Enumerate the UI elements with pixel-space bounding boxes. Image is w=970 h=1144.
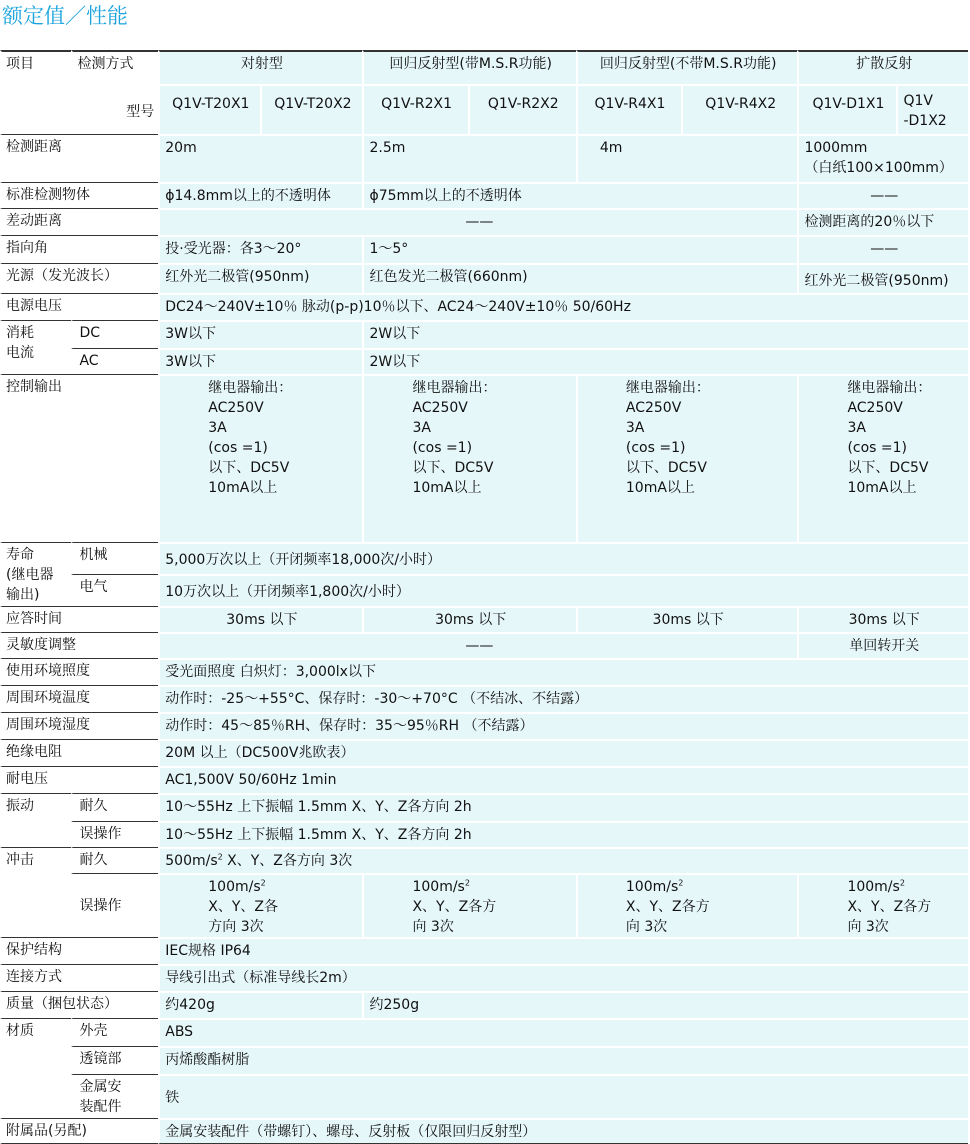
model-t20x2: Q1V-T20X2 xyxy=(260,84,362,134)
val-accessory: 金属安装配件（带螺钉）、螺母、反射板（仅限回归反射型） xyxy=(158,1118,968,1144)
val-response-r2: 30ms 以下 xyxy=(362,606,575,632)
label-vibration-mal: 误操作 xyxy=(71,821,158,847)
val-angle-t: 投·受光器：各3～20° xyxy=(158,235,362,263)
val-diff-d: 检测距离的20％以下 xyxy=(797,208,968,235)
val-illum: 受光面照度 白炽灯：3,000lx以下 xyxy=(158,658,968,685)
val-vibration-dur: 10～55Hz 上下振幅 1.5mm X、Y、Z各方向 2h xyxy=(158,793,968,821)
label-diff-distance: 差动距离 xyxy=(0,208,158,235)
model-d1x1: Q1V-D1X1 xyxy=(797,84,896,134)
val-std-object-t: ϕ14.8mm以上的不透明体 xyxy=(158,182,362,208)
label-vibration-dur: 耐久 xyxy=(71,793,158,821)
model-r2x1: Q1V-R2X1 xyxy=(362,84,467,134)
val-shock-mal-t: $100m/s^2$ X、Y、Z各 方向 3次 xyxy=(158,873,362,937)
label-vibration: 振动 xyxy=(0,793,71,847)
header-type-opposed: 对射型 xyxy=(158,50,362,84)
val-output-t: 继电器输出： AC250V 3A (cos =1) 以下、DC5V 10mA以上 xyxy=(158,374,362,542)
val-std-object-d: —— xyxy=(797,182,968,208)
val-sensitivity-d: 单回转开关 xyxy=(797,632,968,658)
model-r2x2: Q1V-R2X2 xyxy=(468,84,576,134)
label-voltage: 电源电压 xyxy=(0,293,158,320)
header-item: 项目 xyxy=(0,50,71,84)
label-accessory: 附属品(另配) xyxy=(0,1118,158,1144)
val-shock-mal-d: $100m/s^2$ X、Y、Z各方 向 3次 xyxy=(797,873,968,937)
label-life-mech: 机械 xyxy=(71,542,158,574)
label-illum: 使用环境照度 xyxy=(0,658,158,685)
val-response-r4: 30ms 以下 xyxy=(576,606,798,632)
val-shock-dur: $500m/s^2$ X、Y、Z各方向 3次 xyxy=(158,847,968,873)
val-sensitivity-trs: —— xyxy=(158,632,797,658)
val-shock-mal-r2: $100m/s^2$ X、Y、Z各方 向 3次 xyxy=(362,873,575,937)
val-humid: 动作时：45～85％RH、保存时：35～95％RH （不结露） xyxy=(158,712,968,739)
label-response: 应答时间 xyxy=(0,606,158,632)
val-output-d: 继电器输出： AC250V 3A (cos =1) 以下、DC5V 10mA以上 xyxy=(797,374,968,542)
label-humid: 周围环境湿度 xyxy=(0,712,158,739)
val-material-lens: 丙烯酸酯树脂 xyxy=(158,1046,968,1074)
label-material-case: 外壳 xyxy=(71,1018,158,1046)
label-power: 消耗 电流 xyxy=(0,320,71,374)
label-output: 控制输出 xyxy=(0,374,158,542)
val-life-mech: 5,000万次以上（开闭频率18,000次/小时） xyxy=(158,542,968,574)
val-diff-trs: —— xyxy=(158,208,797,235)
label-std-object: 标准检测物体 xyxy=(0,182,158,208)
label-protect: 保护结构 xyxy=(0,937,158,964)
label-withstand: 耐电压 xyxy=(0,766,158,793)
val-power-dc-t: 3W以下 xyxy=(158,320,362,348)
page-title: 额定值／性能 xyxy=(2,4,128,28)
val-material-case: ABS xyxy=(158,1018,968,1046)
model-d1x2: Q1V -D1X2 xyxy=(896,84,968,134)
header-method: 检测方式 xyxy=(71,50,158,84)
val-life-elec: 10万次以上（开闭频率1,800次/小时） xyxy=(158,574,968,606)
header-type-retro-msr: 回归反射型(带M.S.R功能) xyxy=(362,50,575,84)
spec-table xyxy=(0,50,968,1144)
label-connect: 连接方式 xyxy=(0,964,158,991)
val-shock-mal-r4: $100m/s^2$ X、Y、Z各方 向 3次 xyxy=(576,873,798,937)
val-weight-rest: 约250g xyxy=(362,991,968,1018)
val-withstand: AC1,500V 50/60Hz 1min xyxy=(158,766,968,793)
label-shock-dur: 耐久 xyxy=(71,847,158,873)
val-detect-d: 1000mm （白纸100×100mm） xyxy=(797,134,968,182)
val-response-d: 30ms 以下 xyxy=(797,606,968,632)
val-light-t: 红外光二极管(950nm) xyxy=(158,263,362,293)
header-model: 型号 xyxy=(71,84,158,134)
label-material: 材质 xyxy=(0,1018,71,1118)
header-type-diffuse: 扩散反射 xyxy=(797,50,968,84)
label-life: 寿命 (继电器 输出) xyxy=(0,542,71,606)
label-light: 光源（发光波长） xyxy=(0,263,158,293)
label-life-elec: 电气 xyxy=(71,574,158,606)
val-response-t: 30ms 以下 xyxy=(158,606,362,632)
val-temp: 动作时：-25～+55°C、保存时：-30～+70°C （不结冰、不结露） xyxy=(158,685,968,712)
val-output-r4: 继电器输出： AC250V 3A (cos =1) 以下、DC5V 10mA以上 xyxy=(576,374,798,542)
label-power-dc: DC xyxy=(71,320,158,348)
val-weight-t: 约420g xyxy=(158,991,362,1018)
val-output-r2: 继电器输出： AC250V 3A (cos =1) 以下、DC5V 10mA以上 xyxy=(362,374,575,542)
val-detect-r2: 2.5m xyxy=(362,134,575,182)
val-insul: 20M 以上（DC500V兆欧表） xyxy=(158,739,968,766)
val-power-ac-r: 2W以下 xyxy=(362,348,968,374)
val-angle-d: —— xyxy=(797,235,968,263)
val-light-r: 红色发光二极管(660nm) xyxy=(362,263,797,293)
val-power-ac-t: 3W以下 xyxy=(158,348,362,374)
val-std-object-r: ϕ75mm以上的不透明体 xyxy=(362,182,797,208)
val-connect: 导线引出式（标准导线长2m） xyxy=(158,964,968,991)
model-t20x1: Q1V-T20X1 xyxy=(158,84,260,134)
val-voltage: DC24～240V±10％ 脉动(p-p)10％以下、AC24～240V±10％ 50/60Hz xyxy=(158,293,968,320)
label-shock-mal: 误操作 xyxy=(71,873,158,937)
val-vibration-mal: 10～55Hz 上下振幅 1.5mm X、Y、Z各方向 2h xyxy=(158,821,968,847)
label-temp: 周围环境温度 xyxy=(0,685,158,712)
label-weight: 质量（捆包状态） xyxy=(0,991,158,1018)
val-angle-r: 1～5° xyxy=(362,235,797,263)
model-r4x2: Q1V-R4X2 xyxy=(681,84,797,134)
label-material-metal: 金属安 装配件 xyxy=(71,1074,158,1118)
header-type-retro: 回归反射型(不带M.S.R功能) xyxy=(576,50,798,84)
val-light-d: 红外光二极管(950nm) xyxy=(797,263,968,293)
label-angle: 指向角 xyxy=(0,235,158,263)
val-detect-r4: 4m xyxy=(576,134,798,182)
val-material-metal: 铁 xyxy=(158,1074,968,1118)
label-shock: 冲击 xyxy=(0,847,71,937)
label-insul: 绝缘电阻 xyxy=(0,739,158,766)
label-sensitivity: 灵敏度调整 xyxy=(0,632,158,658)
label-power-ac: AC xyxy=(71,348,158,374)
model-r4x1: Q1V-R4X1 xyxy=(576,84,681,134)
label-detect-distance: 检测距离 xyxy=(0,134,158,182)
val-detect-t: 20m xyxy=(158,134,362,182)
val-power-dc-r: 2W以下 xyxy=(362,320,968,348)
label-material-lens: 透镜部 xyxy=(71,1046,158,1074)
val-protect: IEC规格 IP64 xyxy=(158,937,968,964)
